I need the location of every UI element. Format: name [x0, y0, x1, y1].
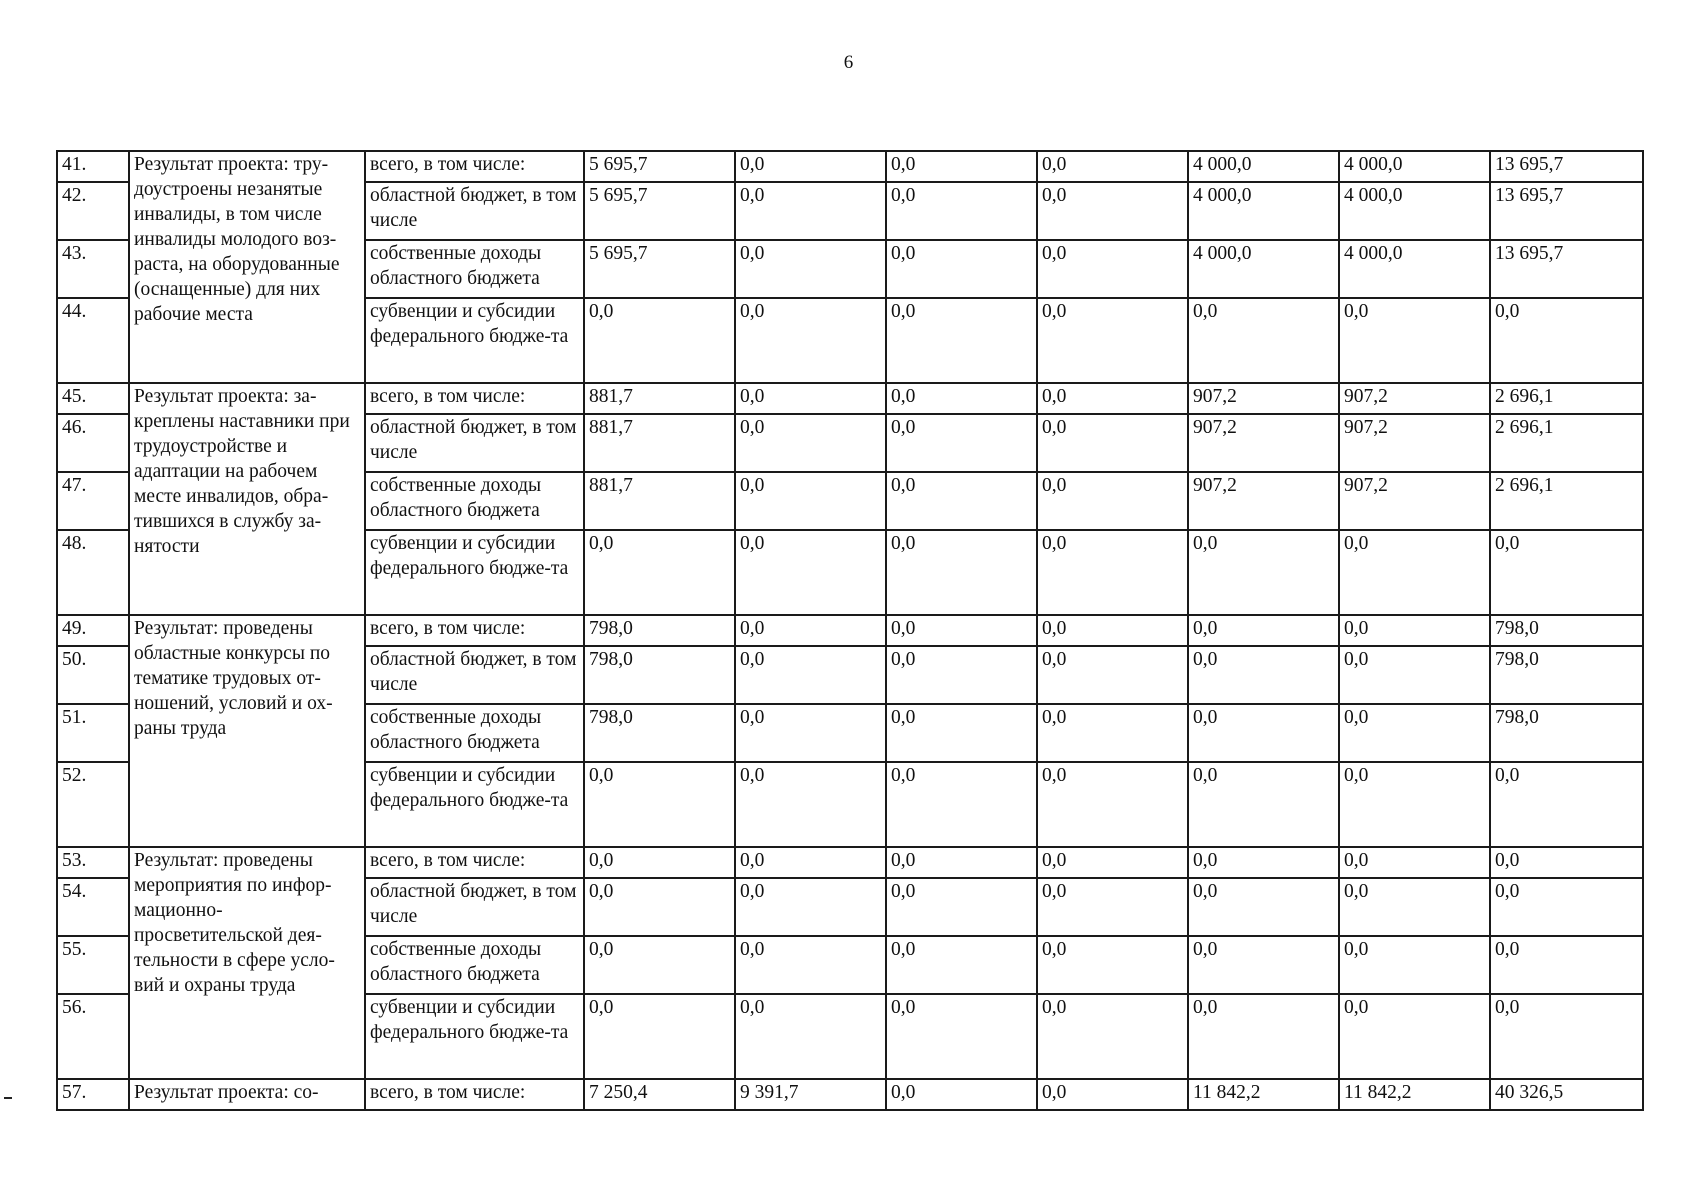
- amount-cell: 0,0: [1490, 847, 1643, 878]
- amount-cell: 0,0: [584, 994, 735, 1079]
- amount-cell: 0,0: [1188, 878, 1339, 936]
- amount-cell: 0,0: [1490, 530, 1643, 615]
- amount-cell: 907,2: [1188, 383, 1339, 414]
- amount-cell: 0,0: [886, 878, 1037, 936]
- table-row: [57, 1079, 1643, 1110]
- row-number: 51.: [57, 704, 129, 762]
- amount-cell: 0,0: [886, 472, 1037, 530]
- amount-cell: 0,0: [735, 182, 886, 240]
- amount-cell: 9 391,7: [735, 1079, 886, 1110]
- funding-source: всего, в том числе:: [365, 151, 584, 182]
- amount-cell: 0,0: [1037, 182, 1188, 240]
- amount-cell: 4 000,0: [1188, 240, 1339, 298]
- amount-cell: 0,0: [886, 530, 1037, 615]
- amount-cell: 2 696,1: [1490, 414, 1643, 472]
- amount-cell: 0,0: [735, 615, 886, 646]
- amount-cell: 0,0: [1037, 646, 1188, 704]
- funding-source: областной бюджет, в том числе: [365, 646, 584, 704]
- amount-cell: 2 696,1: [1490, 383, 1643, 414]
- amount-cell: 0,0: [735, 472, 886, 530]
- amount-cell: 0,0: [1490, 994, 1643, 1079]
- funding-source: всего, в том числе:: [365, 383, 584, 414]
- amount-cell: 0,0: [1339, 530, 1490, 615]
- amount-cell: 0,0: [1339, 762, 1490, 847]
- amount-cell: 4 000,0: [1339, 151, 1490, 182]
- amount-cell: 0,0: [1037, 298, 1188, 383]
- amount-cell: 0,0: [1037, 936, 1188, 994]
- margin-mark: [4, 1097, 12, 1099]
- result-description: Результат проекта: тру-доустроены незанятые инвалиды, в том числе инвалиды молодого воз-раста, на оборудованные (оснащенные) для них рабочие места: [129, 151, 365, 383]
- amount-cell: 881,7: [584, 472, 735, 530]
- amount-cell: 0,0: [1188, 936, 1339, 994]
- amount-cell: 0,0: [584, 530, 735, 615]
- result-description: Результат проекта: за-креплены наставники при трудоустройстве и адаптации на рабочем месте инвалидов, обра-тившихся в службу за-нятости: [129, 383, 365, 615]
- page-number: 6: [843, 52, 854, 73]
- amount-cell: 13 695,7: [1490, 182, 1643, 240]
- amount-cell: 0,0: [735, 240, 886, 298]
- amount-cell: 0,0: [735, 383, 886, 414]
- funding-source: всего, в том числе:: [365, 1079, 584, 1110]
- amount-cell: 0,0: [1188, 762, 1339, 847]
- amount-cell: 0,0: [1188, 615, 1339, 646]
- result-description: Результат: проведены областные конкурсы по тематике трудовых от-ношений, условий и ох-раны труда: [129, 615, 365, 847]
- table-row: [57, 151, 1643, 182]
- amount-cell: 0,0: [735, 878, 886, 936]
- row-number: 54.: [57, 878, 129, 936]
- amount-cell: 0,0: [1339, 298, 1490, 383]
- amount-cell: 4 000,0: [1339, 182, 1490, 240]
- amount-cell: 0,0: [1339, 847, 1490, 878]
- funding-source: областной бюджет, в том числе: [365, 182, 584, 240]
- amount-cell: 0,0: [1037, 383, 1188, 414]
- amount-cell: 0,0: [1490, 762, 1643, 847]
- table-row: [57, 383, 1643, 414]
- amount-cell: 0,0: [1339, 615, 1490, 646]
- amount-cell: 5 695,7: [584, 182, 735, 240]
- amount-cell: 0,0: [1037, 994, 1188, 1079]
- amount-cell: 0,0: [1188, 298, 1339, 383]
- amount-cell: 798,0: [1490, 704, 1643, 762]
- amount-cell: 798,0: [584, 646, 735, 704]
- row-number: 47.: [57, 472, 129, 530]
- row-number: 55.: [57, 936, 129, 994]
- row-number: 48.: [57, 530, 129, 615]
- funding-source: субвенции и субсидии федерального бюдже-та: [365, 298, 584, 383]
- row-number: 44.: [57, 298, 129, 383]
- row-number: 45.: [57, 383, 129, 414]
- amount-cell: 0,0: [886, 298, 1037, 383]
- amount-cell: 13 695,7: [1490, 151, 1643, 182]
- amount-cell: 0,0: [1037, 151, 1188, 182]
- row-number: 41.: [57, 151, 129, 182]
- amount-cell: 11 842,2: [1339, 1079, 1490, 1110]
- funding-source: всего, в том числе:: [365, 615, 584, 646]
- amount-cell: 0,0: [886, 704, 1037, 762]
- amount-cell: 798,0: [1490, 615, 1643, 646]
- amount-cell: 0,0: [735, 298, 886, 383]
- amount-cell: 13 695,7: [1490, 240, 1643, 298]
- amount-cell: 0,0: [1188, 704, 1339, 762]
- amount-cell: 0,0: [735, 762, 886, 847]
- amount-cell: 0,0: [1188, 994, 1339, 1079]
- amount-cell: 0,0: [735, 646, 886, 704]
- amount-cell: 0,0: [886, 383, 1037, 414]
- amount-cell: 798,0: [584, 615, 735, 646]
- amount-cell: 0,0: [1037, 878, 1188, 936]
- amount-cell: 0,0: [584, 878, 735, 936]
- amount-cell: 0,0: [886, 1079, 1037, 1110]
- amount-cell: 0,0: [886, 414, 1037, 472]
- amount-cell: 907,2: [1339, 383, 1490, 414]
- amount-cell: 4 000,0: [1339, 240, 1490, 298]
- amount-cell: 0,0: [584, 762, 735, 847]
- funding-source: субвенции и субсидии федерального бюдже-та: [365, 994, 584, 1079]
- amount-cell: 11 842,2: [1188, 1079, 1339, 1110]
- amount-cell: 0,0: [1037, 240, 1188, 298]
- amount-cell: 0,0: [735, 704, 886, 762]
- amount-cell: 0,0: [886, 240, 1037, 298]
- row-number: 56.: [57, 994, 129, 1079]
- amount-cell: 5 695,7: [584, 240, 735, 298]
- funding-source: собственные доходы областного бюджета: [365, 240, 584, 298]
- amount-cell: 40 326,5: [1490, 1079, 1643, 1110]
- funding-source: областной бюджет, в том числе: [365, 414, 584, 472]
- amount-cell: 5 695,7: [584, 151, 735, 182]
- amount-cell: 0,0: [1188, 847, 1339, 878]
- amount-cell: 2 696,1: [1490, 472, 1643, 530]
- amount-cell: 0,0: [1037, 1079, 1188, 1110]
- funding-source: всего, в том числе:: [365, 847, 584, 878]
- funding-source: субвенции и субсидии федерального бюдже-та: [365, 530, 584, 615]
- amount-cell: 0,0: [1037, 704, 1188, 762]
- amount-cell: 7 250,4: [584, 1079, 735, 1110]
- amount-cell: 0,0: [886, 182, 1037, 240]
- amount-cell: 0,0: [1339, 994, 1490, 1079]
- amount-cell: 0,0: [886, 994, 1037, 1079]
- table-row: [57, 615, 1643, 646]
- amount-cell: 881,7: [584, 414, 735, 472]
- result-description: Результат проекта: со-: [129, 1079, 365, 1110]
- amount-cell: 0,0: [584, 298, 735, 383]
- amount-cell: 0,0: [886, 615, 1037, 646]
- amount-cell: 907,2: [1188, 472, 1339, 530]
- row-number: 43.: [57, 240, 129, 298]
- amount-cell: 0,0: [735, 414, 886, 472]
- row-number: 52.: [57, 762, 129, 847]
- amount-cell: 0,0: [1188, 646, 1339, 704]
- amount-cell: 0,0: [735, 151, 886, 182]
- amount-cell: 0,0: [1339, 704, 1490, 762]
- amount-cell: 0,0: [1037, 847, 1188, 878]
- amount-cell: 0,0: [1339, 936, 1490, 994]
- amount-cell: 0,0: [886, 646, 1037, 704]
- amount-cell: 0,0: [735, 936, 886, 994]
- amount-cell: 0,0: [1490, 936, 1643, 994]
- table-row: [57, 847, 1643, 878]
- amount-cell: 798,0: [1490, 646, 1643, 704]
- amount-cell: 0,0: [1490, 878, 1643, 936]
- amount-cell: 881,7: [584, 383, 735, 414]
- amount-cell: 798,0: [584, 704, 735, 762]
- amount-cell: 0,0: [886, 936, 1037, 994]
- amount-cell: 0,0: [1037, 762, 1188, 847]
- result-description: Результат: проведены мероприятия по инфор-мационно-просветительской дея-тельности в сфере усло-вий и охраны труда: [129, 847, 365, 1079]
- amount-cell: 0,0: [584, 936, 735, 994]
- funding-source: собственные доходы областного бюджета: [365, 472, 584, 530]
- amount-cell: 4 000,0: [1188, 182, 1339, 240]
- budget-table: [56, 150, 1644, 1111]
- amount-cell: 0,0: [886, 762, 1037, 847]
- amount-cell: 0,0: [1037, 472, 1188, 530]
- amount-cell: 0,0: [1037, 414, 1188, 472]
- row-number: 50.: [57, 646, 129, 704]
- funding-source: собственные доходы областного бюджета: [365, 704, 584, 762]
- amount-cell: 0,0: [1339, 646, 1490, 704]
- amount-cell: 0,0: [735, 847, 886, 878]
- row-number: 46.: [57, 414, 129, 472]
- amount-cell: 0,0: [735, 994, 886, 1079]
- amount-cell: 4 000,0: [1188, 151, 1339, 182]
- amount-cell: 0,0: [735, 530, 886, 615]
- amount-cell: 0,0: [1037, 615, 1188, 646]
- amount-cell: 0,0: [886, 151, 1037, 182]
- funding-source: субвенции и субсидии федерального бюдже-та: [365, 762, 584, 847]
- amount-cell: 0,0: [1490, 298, 1643, 383]
- row-number: 53.: [57, 847, 129, 878]
- amount-cell: 907,2: [1188, 414, 1339, 472]
- amount-cell: 0,0: [1188, 530, 1339, 615]
- amount-cell: 0,0: [886, 847, 1037, 878]
- row-number: 49.: [57, 615, 129, 646]
- amount-cell: 907,2: [1339, 414, 1490, 472]
- amount-cell: 907,2: [1339, 472, 1490, 530]
- funding-source: собственные доходы областного бюджета: [365, 936, 584, 994]
- row-number: 42.: [57, 182, 129, 240]
- amount-cell: 0,0: [1339, 878, 1490, 936]
- funding-source: областной бюджет, в том числе: [365, 878, 584, 936]
- row-number: 57.: [57, 1079, 129, 1110]
- amount-cell: 0,0: [584, 847, 735, 878]
- amount-cell: 0,0: [1037, 530, 1188, 615]
